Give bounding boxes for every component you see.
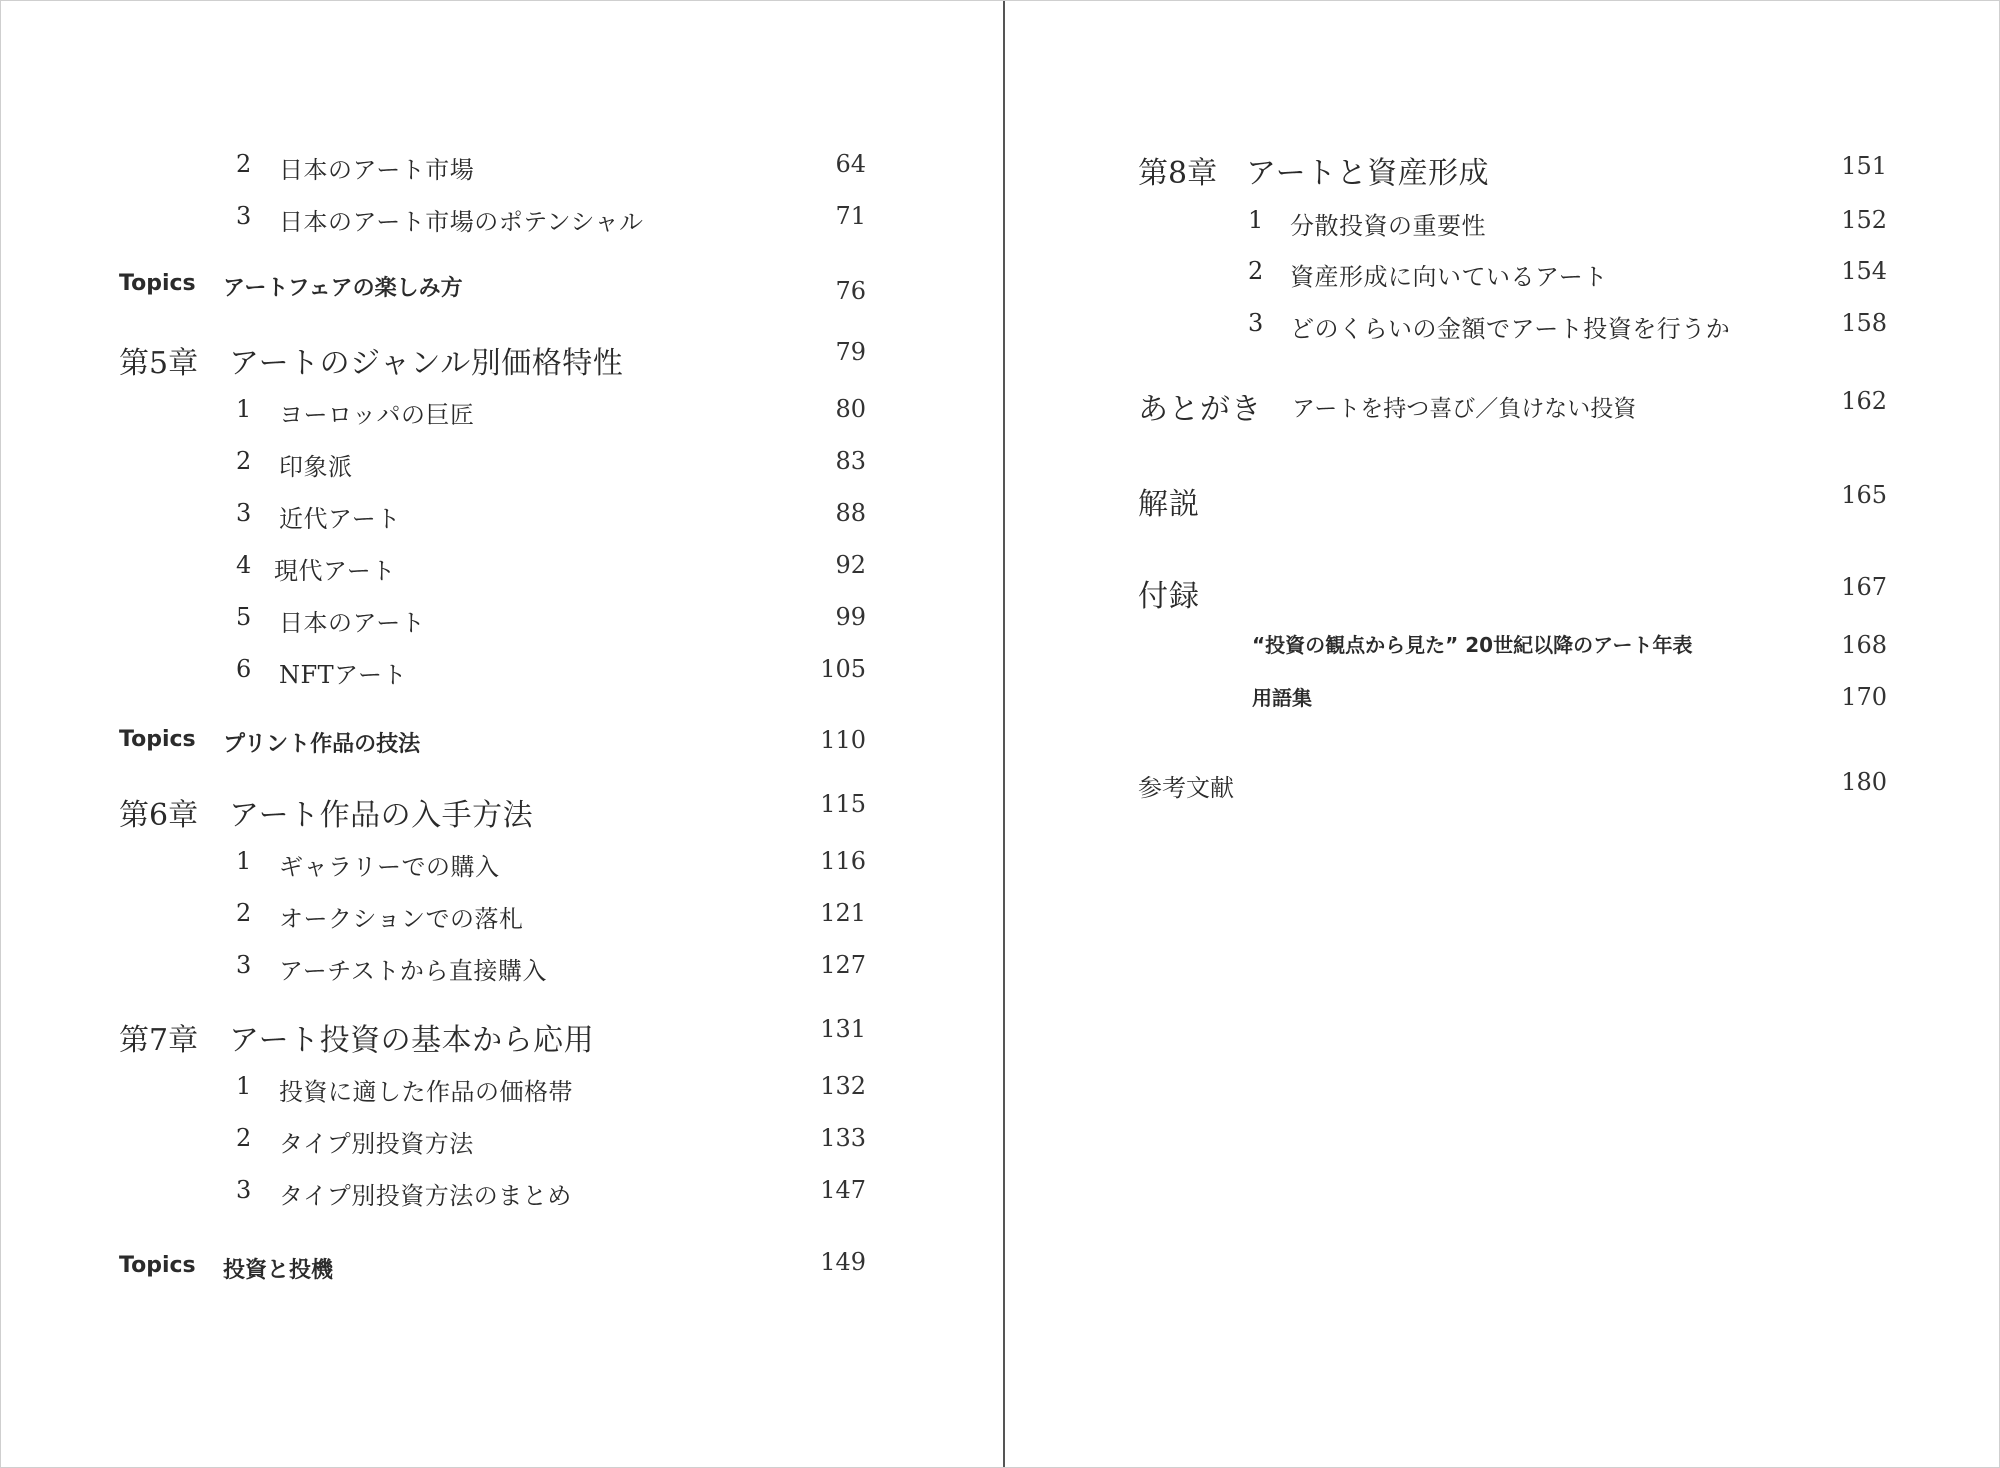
- chapter-title: アートのジャンル別価格特性: [229, 346, 624, 381]
- right-page: [1005, 1, 1999, 1467]
- chapter-title: アート投資の基本から応用: [229, 1023, 595, 1058]
- topics-title: アートフェアの楽しみ方: [223, 276, 463, 301]
- section-number: 4: [236, 551, 252, 579]
- appendix-item-title: “投資の観点から見た” 20世紀以降のアート年表: [1252, 633, 1693, 657]
- section-title: アーチストから直接購入: [279, 957, 547, 985]
- chapter-label: 第6章: [119, 798, 199, 833]
- page-number: 154: [1841, 257, 1887, 285]
- appendix-label: 付録: [1138, 579, 1200, 614]
- section-number: 2: [236, 150, 252, 178]
- chapter-label: 第5章: [119, 346, 199, 381]
- page-number: 83: [835, 447, 866, 475]
- chapter-title: アートと資産形成: [1246, 156, 1490, 191]
- page-number: 115: [820, 790, 866, 818]
- section-number: 6: [236, 655, 252, 683]
- appendix-item-title: 用語集: [1252, 686, 1312, 710]
- page-number: 168: [1841, 631, 1887, 659]
- topics-title: 投資と投機: [223, 1258, 334, 1283]
- section-title: ヨーロッパの巨匠: [279, 401, 475, 429]
- commentary-label: 解説: [1138, 487, 1200, 522]
- section-title: 印象派: [279, 453, 353, 481]
- page-number: 92: [835, 551, 866, 579]
- section-title: 資産形成に向いているアート: [1290, 263, 1608, 291]
- left-page: [1, 1, 1001, 1467]
- afterword-subtitle: アートを持つ喜び／負けない投資: [1292, 396, 1637, 422]
- section-title: 投資に適した作品の価格帯: [279, 1078, 573, 1106]
- page-number: 149: [820, 1248, 866, 1276]
- section-number: 2: [236, 899, 252, 927]
- page-number: 105: [820, 655, 866, 683]
- section-title: NFTアート: [279, 661, 407, 689]
- section-number: 3: [236, 202, 252, 230]
- page-number: 147: [820, 1176, 866, 1204]
- section-title: 現代アート: [274, 557, 396, 585]
- section-title: オークションでの落札: [279, 905, 524, 933]
- section-number: 1: [1248, 206, 1264, 234]
- section-number: 5: [236, 603, 252, 631]
- page-number: 76: [835, 277, 866, 305]
- topics-label: Topics: [119, 1253, 196, 1278]
- page-number: 151: [1841, 152, 1887, 180]
- section-number: 3: [1248, 309, 1264, 337]
- page-number: 121: [820, 899, 866, 927]
- page-number: 152: [1841, 206, 1887, 234]
- page-number: 110: [820, 726, 866, 754]
- page-number: 133: [820, 1124, 866, 1152]
- section-number: 2: [236, 1124, 252, 1152]
- section-number: 1: [236, 395, 252, 423]
- section-title: 日本のアート市場: [279, 156, 475, 184]
- section-number: 3: [236, 951, 252, 979]
- page-number: 116: [820, 847, 866, 875]
- topics-title: プリント作品の技法: [223, 732, 421, 757]
- page-number: 165: [1841, 481, 1887, 509]
- topics-label: Topics: [119, 727, 196, 752]
- section-title: ギャラリーでの購入: [279, 853, 500, 881]
- topics-label: Topics: [119, 271, 196, 296]
- page-number: 88: [835, 499, 866, 527]
- page-number: 167: [1841, 573, 1887, 601]
- page-number: 99: [835, 603, 866, 631]
- section-title: どのくらいの金額でアート投資を行うか: [1290, 315, 1731, 343]
- section-title: 分散投資の重要性: [1290, 212, 1486, 240]
- page-number: 158: [1841, 309, 1887, 337]
- page-number: 162: [1841, 387, 1887, 415]
- section-number: 2: [1248, 257, 1264, 285]
- chapter-label: 第8章: [1138, 156, 1218, 191]
- section-number: 1: [236, 1072, 252, 1100]
- page-number: 180: [1841, 768, 1887, 796]
- section-title: 日本のアート: [279, 609, 426, 637]
- page-number: 127: [820, 951, 866, 979]
- page-number: 80: [835, 395, 866, 423]
- section-number: 1: [236, 847, 252, 875]
- afterword-label: あとがき: [1138, 392, 1262, 427]
- section-title: 日本のアート市場のポテンシャル: [279, 208, 644, 236]
- chapter-title: アート作品の入手方法: [229, 798, 534, 833]
- section-number: 3: [236, 1176, 252, 1204]
- section-title: タイプ別投資方法: [279, 1130, 474, 1158]
- page-number: 170: [1841, 683, 1887, 711]
- page-number: 132: [820, 1072, 866, 1100]
- page-number: 71: [835, 202, 866, 230]
- section-title: タイプ別投資方法のまとめ: [279, 1182, 572, 1210]
- section-title: 近代アート: [279, 505, 401, 533]
- page-number: 131: [820, 1015, 866, 1043]
- chapter-label: 第7章: [119, 1023, 199, 1058]
- section-number: 2: [236, 447, 252, 475]
- page-number: 79: [835, 338, 866, 366]
- page-number: 64: [835, 150, 866, 178]
- section-number: 3: [236, 499, 252, 527]
- references-title: 参考文献: [1138, 774, 1234, 802]
